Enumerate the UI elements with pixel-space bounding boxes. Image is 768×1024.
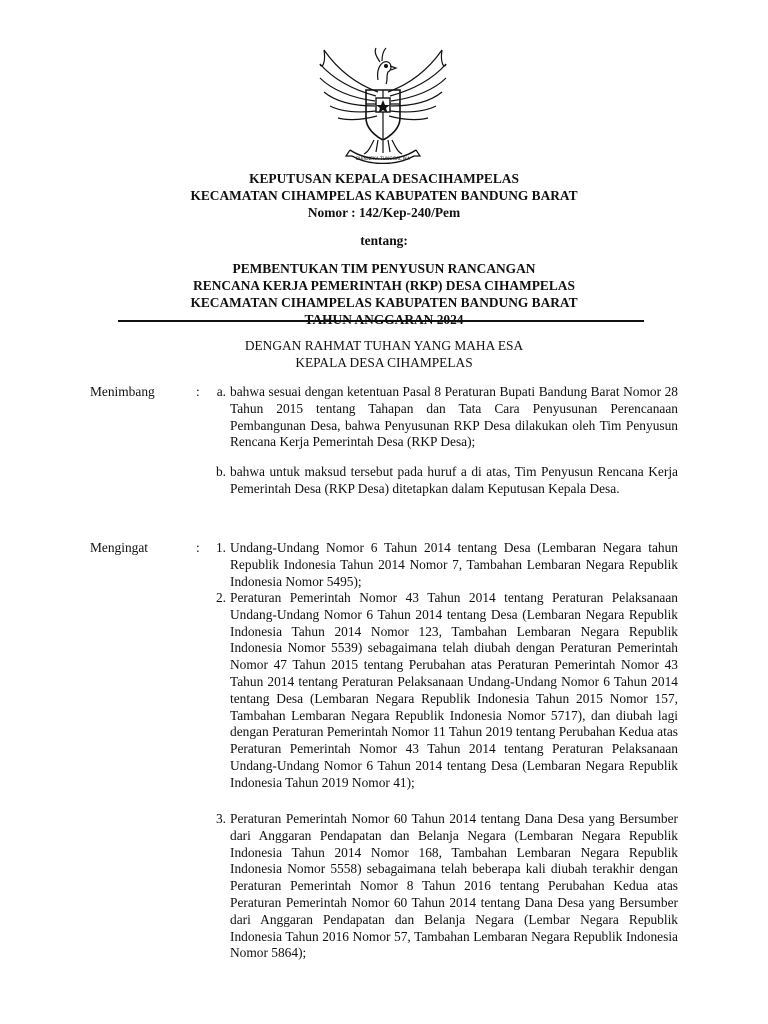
decree-title-line2: KECAMATAN CIHAMPELAS KABUPATEN BANDUNG BARAT	[190, 188, 578, 203]
subject-line4: TAHUN ANGGARAN 2024	[304, 312, 464, 327]
decree-number: Nomor : 142/Kep-240/Pem	[307, 205, 461, 220]
preamble-line1: DENGAN RAHMAT TUHAN YANG MAHA ESA	[244, 338, 524, 353]
decree-title-line1: KEPUTUSAN KEPALA DESACIHAMPELAS	[249, 171, 519, 186]
garuda-pancasila-emblem-icon	[316, 40, 450, 164]
menimbang-item-a: bahwa sesuai dengan ketentuan Pasal 8 Peraturan Bupati Bandung Barat Nomor 28 Tahun 2015 tentang Tahapan dan Tata Cara Penyusunan Perencanaan Pembangunan Desa, bahwa Penyusunan RKP Desa dilakukan oleh Tim Penyusun Rencana Kerja Pemerintah Desa (RKP Desa);	[230, 384, 678, 450]
mengingat-item-1: Undang-Undang Nomor 6 Tahun 2014 tentang Desa (Lembaran Negara tahun Republik Indonesia Tahun 2014 Nomor 7, Tambahan Lembaran Negara Republik Indonesia Nomor 5495);	[230, 540, 678, 589]
subject-line1: PEMBENTUKAN TIM PENYUSUN RANCANGAN	[232, 261, 536, 276]
decree-subject	[90, 260, 678, 328]
mengingat-colon: :	[196, 540, 200, 555]
svg-text:BHINNEKA TUNGGAL IKA: BHINNEKA TUNGGAL IKA	[355, 157, 411, 162]
mengingat-marker-3: 3.	[215, 811, 226, 826]
mengingat-item-3: Peraturan Pemerintah Nomor 60 Tahun 2014 tentang Dana Desa yang Bersumber dari Anggaran Pendapatan dan Belanja Negara (Lembaran Negara Republik Indonesia Tahun 2014 Nomor 168, Tambahan Lembaran Negara Republik Indonesia Nomor 5558) sebagaimana telah beberapa kali diubah terakhir dengan Peraturan Pemerintah Nomor 8 Tahun 2016 tentang Perubahan Kedua atas Peraturan Pemerintah Nomor 60 Tahun 2014 tentang Dana Desa yang Bersumber dari Anggaran Pendapatan dan Belanja Negara (Lembar Negara Republik Indonesia Tahun 2016 Nomor 57, Tambahan Lembaran Negara Republik Indonesia Nomor 5864);	[230, 811, 678, 961]
menimbang-marker-a: a.	[216, 384, 226, 399]
preamble-line2: KEPALA DESA CIHAMPELAS	[295, 355, 473, 370]
subject-line3: KECAMATAN CIHAMPELAS KABUPATEN BANDUNG BARAT	[190, 295, 578, 310]
menimbang-item-b: bahwa untuk maksud tersebut pada huruf a di atas, Tim Penyusun Rencana Kerja Pemerintah Desa (RKP Desa) ditetapkan dalam Keputusan Kepala Desa.	[230, 464, 678, 496]
menimbang-label: Menimbang	[90, 384, 155, 399]
decree-heading	[90, 170, 678, 221]
menimbang-colon: :	[196, 384, 200, 399]
preamble	[90, 337, 678, 371]
mengingat-marker-1: 1.	[215, 540, 226, 555]
mengingat-item-2: Peraturan Pemerintah Nomor 43 Tahun 2014 tentang Peraturan Pelaksanaan Undang-Undang Nomor 6 Tahun 2014 tentang Desa (Lembaran Negara Republik Indonesia Tahun 2014 Nomor 123, Tambahan Lembaran Negara Republik Indonesia Nomor 5539) sebagaimana telah diubah dengan Peraturan Pemerintah Nomor 47 Tahun 2015 tentang Perubahan atas Peraturan Pemerintah Nomor 43 Tahun 2014 tentang Peraturan Pelaksanaan Undang-Undang Nomor 6 Tahun 2014 tentang Desa (Lembaran Negara Republik Indonesia Tahun 2015 Nomor 157, Tambahan Lembaran Negara Republik Indonesia Nomor 5717), dan diubah lagi dengan Peraturan Pemerintah Nomor 11 Tahun 2019 tentang Perubahan Kedua atas Peraturan Pemerintah Nomor 43 Tahun 2014 tentang Peraturan Pelaksanaan Undang-Undang Nomor 6 Tahun 2014 tentang Desa (Lembaran Negara Republik Indonesia Tahun 2019 Nomor 41);	[230, 590, 678, 790]
tentang-label: tentang:	[360, 233, 408, 248]
mengingat-marker-2: 2.	[215, 590, 226, 605]
header-divider	[118, 320, 644, 322]
subject-line2: RENCANA KERJA PEMERINTAH (RKP) DESA CIHAMPELAS	[193, 278, 575, 293]
mengingat-label: Mengingat	[90, 540, 149, 555]
menimbang-marker-b: b.	[215, 464, 226, 479]
